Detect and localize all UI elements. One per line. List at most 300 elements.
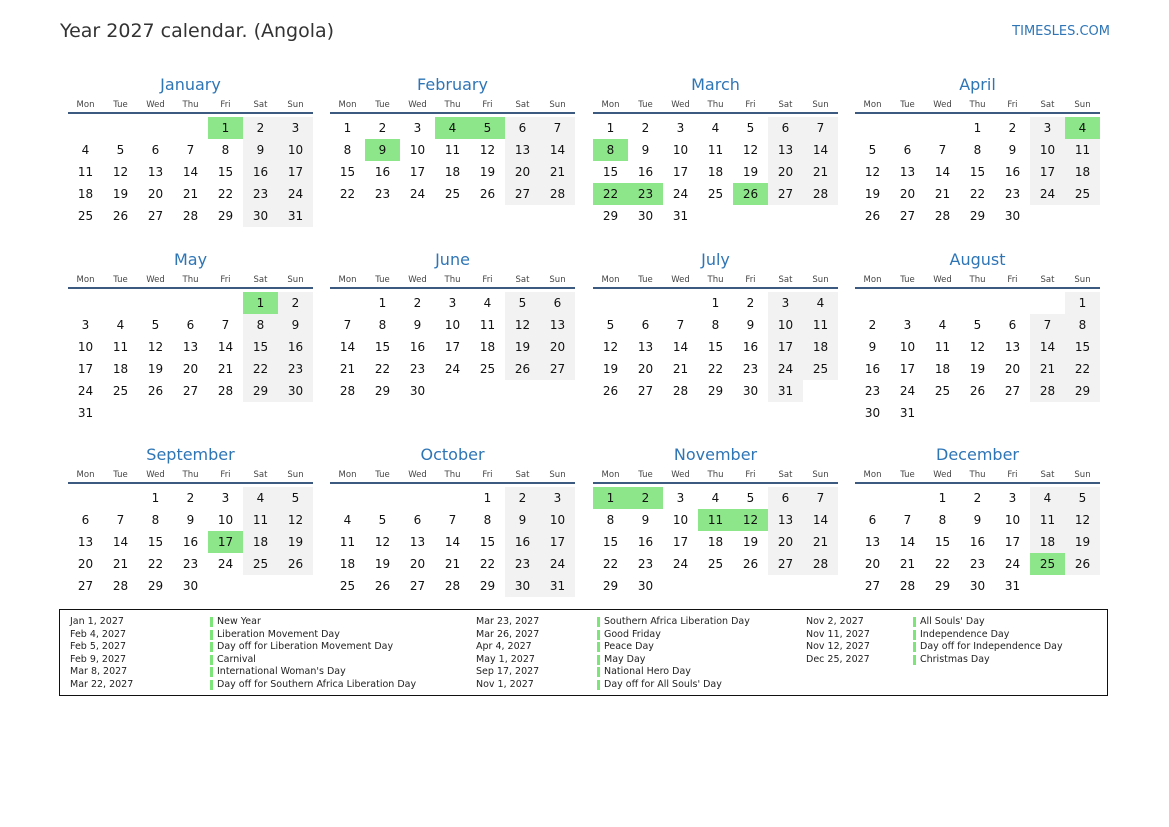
day-cell[interactable]: 26 — [602, 384, 619, 398]
day-cell[interactable]: 3 — [413, 121, 422, 135]
day-cell[interactable]: 17 — [1004, 535, 1021, 549]
day-cell[interactable]: 27 — [147, 209, 164, 223]
day-cell[interactable]: 15 — [479, 535, 496, 549]
day-cell[interactable]: 28 — [803, 183, 838, 205]
day-cell[interactable]: 4 — [711, 121, 720, 135]
day-cell[interactable]: 31 — [899, 406, 916, 420]
day-cell[interactable]: 12 — [602, 340, 619, 354]
day-cell[interactable]: 29 — [147, 579, 164, 593]
day-cell[interactable]: 13 — [147, 165, 164, 179]
day-cell[interactable]: 19 — [742, 535, 759, 549]
day-cell[interactable]: 26 — [742, 557, 759, 571]
holiday-day-cell[interactable]: 1 — [208, 117, 243, 139]
day-cell[interactable]: 6 — [768, 117, 803, 139]
day-cell[interactable]: 1 — [483, 491, 492, 505]
day-cell[interactable]: 30 — [243, 205, 278, 227]
day-cell[interactable]: 6 — [413, 513, 422, 527]
day-cell[interactable]: 6 — [641, 318, 650, 332]
day-cell[interactable]: 7 — [803, 487, 838, 509]
day-cell[interactable]: 24 — [899, 384, 916, 398]
day-cell[interactable]: 13 — [899, 165, 916, 179]
day-cell[interactable]: 13 — [864, 535, 881, 549]
day-cell[interactable]: 22 — [339, 187, 356, 201]
day-cell[interactable]: 20 — [147, 187, 164, 201]
day-cell[interactable]: 3 — [768, 292, 803, 314]
day-cell[interactable]: 20 — [1004, 362, 1021, 376]
day-cell[interactable]: 25 — [934, 384, 951, 398]
day-cell[interactable]: 27 — [768, 183, 803, 205]
day-cell[interactable]: 17 — [672, 165, 689, 179]
day-cell[interactable]: 8 — [973, 143, 982, 157]
day-cell[interactable]: 15 — [969, 165, 986, 179]
day-cell[interactable]: 13 — [540, 314, 575, 336]
day-cell[interactable]: 2 — [186, 491, 195, 505]
holiday-day-cell[interactable]: 12 — [733, 509, 768, 531]
day-cell[interactable]: 12 — [969, 340, 986, 354]
holiday-day-cell[interactable]: 17 — [208, 531, 243, 553]
day-cell[interactable]: 9 — [1008, 143, 1017, 157]
day-cell[interactable]: 14 — [672, 340, 689, 354]
day-cell[interactable]: 22 — [374, 362, 391, 376]
day-cell[interactable]: 10 — [217, 513, 234, 527]
day-cell[interactable]: 30 — [505, 575, 540, 597]
day-cell[interactable]: 25 — [243, 553, 278, 575]
day-cell[interactable]: 1 — [938, 491, 947, 505]
day-cell[interactable]: 14 — [217, 340, 234, 354]
day-cell[interactable]: 30 — [637, 209, 654, 223]
day-cell[interactable]: 19 — [742, 165, 759, 179]
day-cell[interactable]: 20 — [505, 161, 540, 183]
holiday-day-cell[interactable]: 2 — [628, 487, 663, 509]
day-cell[interactable]: 13 — [409, 535, 426, 549]
day-cell[interactable]: 24 — [1030, 183, 1065, 205]
day-cell[interactable]: 24 — [672, 187, 689, 201]
day-cell[interactable]: 30 — [969, 579, 986, 593]
day-cell[interactable]: 20 — [77, 557, 94, 571]
day-cell[interactable]: 13 — [505, 139, 540, 161]
day-cell[interactable]: 24 — [540, 553, 575, 575]
day-cell[interactable]: 4 — [938, 318, 947, 332]
day-cell[interactable]: 7 — [343, 318, 352, 332]
day-cell[interactable]: 29 — [602, 209, 619, 223]
holiday-day-cell[interactable]: 4 — [1065, 117, 1100, 139]
day-cell[interactable]: 9 — [973, 513, 982, 527]
day-cell[interactable]: 19 — [1065, 531, 1100, 553]
day-cell[interactable]: 21 — [182, 187, 199, 201]
day-cell[interactable]: 25 — [444, 187, 461, 201]
day-cell[interactable]: 1 — [378, 296, 387, 310]
day-cell[interactable]: 10 — [672, 143, 689, 157]
day-cell[interactable]: 23 — [742, 362, 759, 376]
day-cell[interactable]: 7 — [221, 318, 230, 332]
day-cell[interactable]: 11 — [112, 340, 129, 354]
day-cell[interactable]: 28 — [112, 579, 129, 593]
day-cell[interactable]: 13 — [182, 340, 199, 354]
day-cell[interactable]: 7 — [676, 318, 685, 332]
day-cell[interactable]: 28 — [899, 579, 916, 593]
day-cell[interactable]: 17 — [540, 531, 575, 553]
day-cell[interactable]: 9 — [505, 509, 540, 531]
day-cell[interactable]: 5 — [746, 491, 755, 505]
day-cell[interactable]: 20 — [540, 336, 575, 358]
day-cell[interactable]: 21 — [339, 362, 356, 376]
day-cell[interactable]: 24 — [278, 183, 313, 205]
day-cell[interactable]: 3 — [676, 121, 685, 135]
day-cell[interactable]: 23 — [243, 183, 278, 205]
day-cell[interactable]: 23 — [278, 358, 313, 380]
day-cell[interactable]: 3 — [540, 487, 575, 509]
day-cell[interactable]: 17 — [278, 161, 313, 183]
day-cell[interactable]: 10 — [768, 314, 803, 336]
day-cell[interactable]: 1 — [151, 491, 160, 505]
day-cell[interactable]: 12 — [505, 314, 540, 336]
day-cell[interactable]: 4 — [1030, 487, 1065, 509]
day-cell[interactable]: 29 — [1065, 380, 1100, 402]
day-cell[interactable]: 16 — [969, 535, 986, 549]
day-cell[interactable]: 5 — [378, 513, 387, 527]
day-cell[interactable]: 25 — [803, 358, 838, 380]
day-cell[interactable]: 18 — [112, 362, 129, 376]
day-cell[interactable]: 17 — [768, 336, 803, 358]
day-cell[interactable]: 20 — [768, 531, 803, 553]
day-cell[interactable]: 16 — [278, 336, 313, 358]
day-cell[interactable]: 30 — [1004, 209, 1021, 223]
day-cell[interactable]: 18 — [707, 165, 724, 179]
day-cell[interactable]: 3 — [1008, 491, 1017, 505]
day-cell[interactable]: 31 — [768, 380, 803, 402]
day-cell[interactable]: 5 — [116, 143, 125, 157]
day-cell[interactable]: 26 — [147, 384, 164, 398]
day-cell[interactable]: 3 — [1030, 117, 1065, 139]
day-cell[interactable]: 4 — [81, 143, 90, 157]
day-cell[interactable]: 13 — [637, 340, 654, 354]
day-cell[interactable]: 16 — [637, 165, 654, 179]
day-cell[interactable]: 5 — [746, 121, 755, 135]
day-cell[interactable]: 25 — [707, 557, 724, 571]
day-cell[interactable]: 30 — [742, 384, 759, 398]
day-cell[interactable]: 23 — [864, 384, 881, 398]
day-cell[interactable]: 30 — [409, 384, 426, 398]
day-cell[interactable]: 16 — [374, 165, 391, 179]
day-cell[interactable]: 1 — [1065, 292, 1100, 314]
day-cell[interactable]: 11 — [707, 143, 724, 157]
day-cell[interactable]: 4 — [803, 292, 838, 314]
day-cell[interactable]: 10 — [278, 139, 313, 161]
day-cell[interactable]: 19 — [505, 336, 540, 358]
day-cell[interactable]: 14 — [803, 139, 838, 161]
day-cell[interactable]: 1 — [343, 121, 352, 135]
day-cell[interactable]: 4 — [116, 318, 125, 332]
day-cell[interactable]: 6 — [81, 513, 90, 527]
day-cell[interactable]: 9 — [641, 143, 650, 157]
day-cell[interactable]: 8 — [221, 143, 230, 157]
day-cell[interactable]: 19 — [969, 362, 986, 376]
day-cell[interactable]: 30 — [182, 579, 199, 593]
day-cell[interactable]: 7 — [448, 513, 457, 527]
holiday-day-cell[interactable]: 23 — [628, 183, 663, 205]
day-cell[interactable]: 14 — [444, 535, 461, 549]
day-cell[interactable]: 16 — [505, 531, 540, 553]
day-cell[interactable]: 6 — [540, 292, 575, 314]
day-cell[interactable]: 22 — [602, 557, 619, 571]
day-cell[interactable]: 23 — [505, 553, 540, 575]
day-cell[interactable]: 8 — [378, 318, 387, 332]
day-cell[interactable]: 8 — [606, 513, 615, 527]
day-cell[interactable]: 28 — [540, 183, 575, 205]
day-cell[interactable]: 2 — [1008, 121, 1017, 135]
day-cell[interactable]: 1 — [711, 296, 720, 310]
day-cell[interactable]: 3 — [676, 491, 685, 505]
day-cell[interactable]: 4 — [483, 296, 492, 310]
day-cell[interactable]: 9 — [641, 513, 650, 527]
day-cell[interactable]: 29 — [479, 579, 496, 593]
day-cell[interactable]: 6 — [186, 318, 195, 332]
day-cell[interactable]: 15 — [147, 535, 164, 549]
day-cell[interactable]: 25 — [77, 209, 94, 223]
day-cell[interactable]: 15 — [602, 165, 619, 179]
day-cell[interactable]: 8 — [483, 513, 492, 527]
day-cell[interactable]: 20 — [637, 362, 654, 376]
day-cell[interactable]: 28 — [182, 209, 199, 223]
day-cell[interactable]: 28 — [217, 384, 234, 398]
day-cell[interactable]: 3 — [81, 318, 90, 332]
day-cell[interactable]: 17 — [444, 340, 461, 354]
day-cell[interactable]: 5 — [278, 487, 313, 509]
day-cell[interactable]: 22 — [479, 557, 496, 571]
day-cell[interactable]: 25 — [112, 384, 129, 398]
day-cell[interactable]: 17 — [672, 535, 689, 549]
day-cell[interactable]: 7 — [116, 513, 125, 527]
day-cell[interactable]: 24 — [217, 557, 234, 571]
day-cell[interactable]: 30 — [864, 406, 881, 420]
day-cell[interactable]: 13 — [1004, 340, 1021, 354]
day-cell[interactable]: 8 — [938, 513, 947, 527]
day-cell[interactable]: 28 — [934, 209, 951, 223]
day-cell[interactable]: 8 — [151, 513, 160, 527]
day-cell[interactable]: 15 — [707, 340, 724, 354]
day-cell[interactable]: 21 — [112, 557, 129, 571]
day-cell[interactable]: 11 — [934, 340, 951, 354]
day-cell[interactable]: 26 — [278, 553, 313, 575]
day-cell[interactable]: 3 — [448, 296, 457, 310]
day-cell[interactable]: 26 — [1065, 553, 1100, 575]
day-cell[interactable]: 8 — [243, 314, 278, 336]
day-cell[interactable]: 12 — [374, 535, 391, 549]
day-cell[interactable]: 24 — [672, 557, 689, 571]
day-cell[interactable]: 29 — [707, 384, 724, 398]
day-cell[interactable]: 22 — [217, 187, 234, 201]
day-cell[interactable]: 25 — [707, 187, 724, 201]
day-cell[interactable]: 9 — [186, 513, 195, 527]
day-cell[interactable]: 12 — [479, 143, 496, 157]
holiday-day-cell[interactable]: 26 — [733, 183, 768, 205]
day-cell[interactable]: 11 — [77, 165, 94, 179]
day-cell[interactable]: 29 — [243, 380, 278, 402]
day-cell[interactable]: 23 — [182, 557, 199, 571]
day-cell[interactable]: 2 — [278, 292, 313, 314]
day-cell[interactable]: 4 — [711, 491, 720, 505]
day-cell[interactable]: 30 — [637, 579, 654, 593]
day-cell[interactable]: 21 — [934, 187, 951, 201]
day-cell[interactable]: 5 — [505, 292, 540, 314]
day-cell[interactable]: 8 — [343, 143, 352, 157]
day-cell[interactable]: 9 — [278, 314, 313, 336]
day-cell[interactable]: 9 — [243, 139, 278, 161]
day-cell[interactable]: 2 — [641, 121, 650, 135]
day-cell[interactable]: 18 — [444, 165, 461, 179]
day-cell[interactable]: 20 — [182, 362, 199, 376]
day-cell[interactable]: 2 — [243, 117, 278, 139]
day-cell[interactable]: 27 — [637, 384, 654, 398]
day-cell[interactable]: 10 — [1004, 513, 1021, 527]
day-cell[interactable]: 28 — [339, 384, 356, 398]
day-cell[interactable]: 18 — [707, 535, 724, 549]
day-cell[interactable]: 23 — [969, 557, 986, 571]
day-cell[interactable]: 22 — [243, 358, 278, 380]
day-cell[interactable]: 20 — [409, 557, 426, 571]
day-cell[interactable]: 2 — [505, 487, 540, 509]
holiday-day-cell[interactable]: 1 — [243, 292, 278, 314]
day-cell[interactable]: 5 — [606, 318, 615, 332]
day-cell[interactable]: 8 — [1065, 314, 1100, 336]
day-cell[interactable]: 10 — [672, 513, 689, 527]
day-cell[interactable]: 27 — [540, 358, 575, 380]
day-cell[interactable]: 2 — [973, 491, 982, 505]
day-cell[interactable]: 4 — [243, 487, 278, 509]
day-cell[interactable]: 22 — [969, 187, 986, 201]
day-cell[interactable]: 5 — [151, 318, 160, 332]
holiday-day-cell[interactable]: 1 — [593, 487, 628, 509]
day-cell[interactable]: 29 — [217, 209, 234, 223]
day-cell[interactable]: 9 — [746, 318, 755, 332]
day-cell[interactable]: 24 — [444, 362, 461, 376]
day-cell[interactable]: 13 — [77, 535, 94, 549]
day-cell[interactable]: 18 — [1030, 531, 1065, 553]
day-cell[interactable]: 10 — [77, 340, 94, 354]
day-cell[interactable]: 26 — [864, 209, 881, 223]
day-cell[interactable]: 18 — [1065, 161, 1100, 183]
day-cell[interactable]: 16 — [637, 535, 654, 549]
day-cell[interactable]: 2 — [378, 121, 387, 135]
day-cell[interactable]: 7 — [803, 117, 838, 139]
day-cell[interactable]: 23 — [409, 362, 426, 376]
day-cell[interactable]: 1 — [973, 121, 982, 135]
day-cell[interactable]: 15 — [1065, 336, 1100, 358]
day-cell[interactable]: 29 — [969, 209, 986, 223]
day-cell[interactable]: 24 — [77, 384, 94, 398]
day-cell[interactable]: 19 — [864, 187, 881, 201]
day-cell[interactable]: 14 — [803, 509, 838, 531]
day-cell[interactable]: 6 — [151, 143, 160, 157]
site-link[interactable]: TIMESLES.COM — [1012, 24, 1110, 39]
day-cell[interactable]: 14 — [339, 340, 356, 354]
day-cell[interactable]: 18 — [934, 362, 951, 376]
day-cell[interactable]: 27 — [505, 183, 540, 205]
day-cell[interactable]: 21 — [672, 362, 689, 376]
holiday-day-cell[interactable]: 9 — [365, 139, 400, 161]
day-cell[interactable]: 7 — [938, 143, 947, 157]
day-cell[interactable]: 11 — [803, 314, 838, 336]
day-cell[interactable]: 28 — [672, 384, 689, 398]
day-cell[interactable]: 29 — [374, 384, 391, 398]
day-cell[interactable]: 3 — [221, 491, 230, 505]
day-cell[interactable]: 12 — [1065, 509, 1100, 531]
day-cell[interactable]: 17 — [899, 362, 916, 376]
day-cell[interactable]: 5 — [868, 143, 877, 157]
day-cell[interactable]: 24 — [1004, 557, 1021, 571]
day-cell[interactable]: 15 — [374, 340, 391, 354]
day-cell[interactable]: 19 — [147, 362, 164, 376]
day-cell[interactable]: 23 — [1004, 187, 1021, 201]
day-cell[interactable]: 18 — [803, 336, 838, 358]
day-cell[interactable]: 24 — [409, 187, 426, 201]
day-cell[interactable]: 18 — [339, 557, 356, 571]
day-cell[interactable]: 7 — [903, 513, 912, 527]
day-cell[interactable]: 7 — [1030, 314, 1065, 336]
day-cell[interactable]: 24 — [768, 358, 803, 380]
day-cell[interactable]: 23 — [637, 557, 654, 571]
day-cell[interactable]: 27 — [899, 209, 916, 223]
day-cell[interactable]: 6 — [903, 143, 912, 157]
day-cell[interactable]: 16 — [1004, 165, 1021, 179]
day-cell[interactable]: 20 — [768, 161, 803, 183]
day-cell[interactable]: 29 — [934, 579, 951, 593]
day-cell[interactable]: 14 — [112, 535, 129, 549]
day-cell[interactable]: 14 — [899, 535, 916, 549]
day-cell[interactable]: 20 — [864, 557, 881, 571]
holiday-day-cell[interactable]: 11 — [698, 509, 733, 531]
day-cell[interactable]: 21 — [803, 531, 838, 553]
day-cell[interactable]: 13 — [768, 509, 803, 531]
day-cell[interactable]: 14 — [1030, 336, 1065, 358]
holiday-day-cell[interactable]: 22 — [593, 183, 628, 205]
day-cell[interactable]: 27 — [1004, 384, 1021, 398]
holiday-day-cell[interactable]: 25 — [1030, 553, 1065, 575]
day-cell[interactable]: 14 — [540, 139, 575, 161]
day-cell[interactable]: 18 — [77, 187, 94, 201]
day-cell[interactable]: 21 — [217, 362, 234, 376]
day-cell[interactable]: 31 — [672, 209, 689, 223]
day-cell[interactable]: 30 — [278, 380, 313, 402]
day-cell[interactable]: 26 — [112, 209, 129, 223]
day-cell[interactable]: 12 — [147, 340, 164, 354]
day-cell[interactable]: 27 — [864, 579, 881, 593]
day-cell[interactable]: 20 — [899, 187, 916, 201]
day-cell[interactable]: 15 — [217, 165, 234, 179]
day-cell[interactable]: 11 — [243, 509, 278, 531]
day-cell[interactable]: 31 — [278, 205, 313, 227]
day-cell[interactable]: 27 — [182, 384, 199, 398]
day-cell[interactable]: 6 — [1008, 318, 1017, 332]
day-cell[interactable]: 6 — [505, 117, 540, 139]
day-cell[interactable]: 28 — [1030, 380, 1065, 402]
day-cell[interactable]: 10 — [540, 509, 575, 531]
day-cell[interactable]: 12 — [112, 165, 129, 179]
day-cell[interactable]: 17 — [1030, 161, 1065, 183]
day-cell[interactable]: 18 — [479, 340, 496, 354]
day-cell[interactable]: 15 — [339, 165, 356, 179]
day-cell[interactable]: 29 — [602, 579, 619, 593]
day-cell[interactable]: 19 — [479, 165, 496, 179]
day-cell[interactable]: 26 — [479, 187, 496, 201]
day-cell[interactable]: 27 — [768, 553, 803, 575]
day-cell[interactable]: 2 — [746, 296, 755, 310]
day-cell[interactable]: 9 — [413, 318, 422, 332]
day-cell[interactable]: 11 — [1030, 509, 1065, 531]
day-cell[interactable]: 10 — [409, 143, 426, 157]
day-cell[interactable]: 22 — [147, 557, 164, 571]
day-cell[interactable]: 12 — [278, 509, 313, 531]
